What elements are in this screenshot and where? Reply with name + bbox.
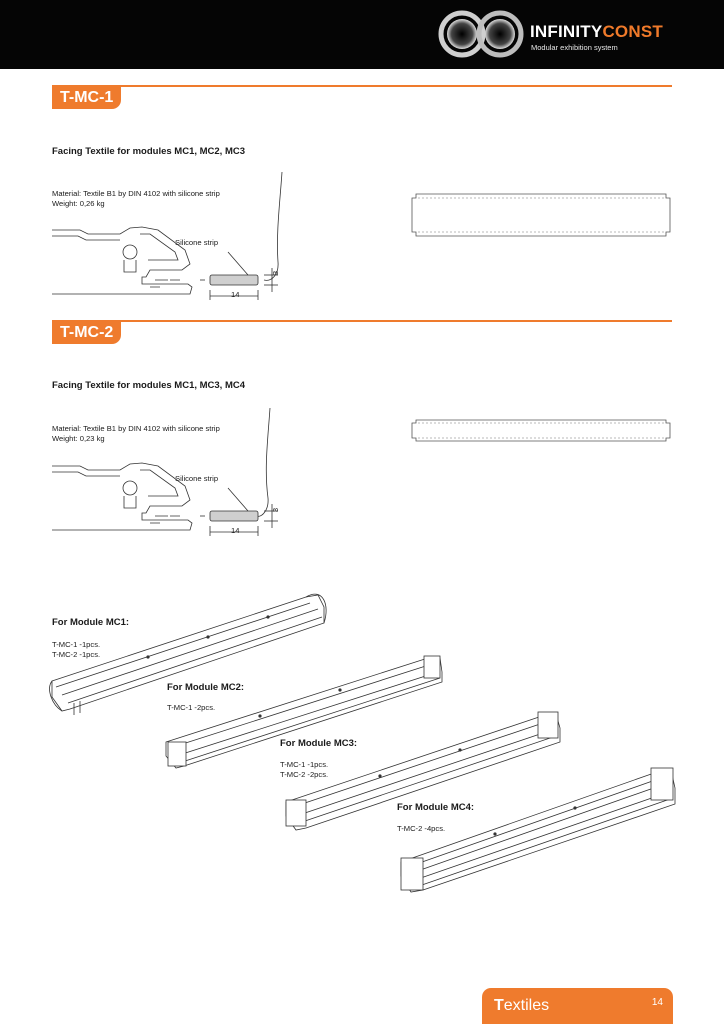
- page-number: 14: [651, 997, 663, 1008]
- section-2-material: Material: Textile B1 by DIN 4102 with silicone strip: [52, 424, 220, 433]
- module-mc2-part-1: T-MC-1 -2pcs.: [167, 703, 216, 712]
- section-1-profile-drawing: [50, 172, 290, 302]
- brand-part-2: CONST: [602, 22, 663, 41]
- section-1-rule: [52, 85, 672, 87]
- section-2-dim-height: 3: [271, 507, 281, 513]
- footer-label-initial: T: [494, 997, 504, 1014]
- module-mc2-parts: [167, 703, 215, 713]
- section-1-tab: T-MC-1: [52, 87, 121, 109]
- module-mc1-title: For Module MC1:: [52, 617, 130, 628]
- section-1-material: Material: Textile B1 by DIN 4102 with silicone strip: [52, 189, 220, 198]
- section-1-textile-outline: [410, 192, 672, 238]
- footer-section-label: [494, 997, 549, 1015]
- infinity-logo-icon: [438, 10, 524, 58]
- module-mc1-parts: [52, 640, 100, 660]
- section-2-dim-width: 14: [231, 526, 240, 535]
- section-2-title: Facing Textile for modules MC1, MC3, MC4: [52, 380, 246, 391]
- module-mc3-part-1: T-MC-1 -1pcs.: [280, 760, 329, 769]
- module-mc4-parts: [397, 824, 445, 834]
- module-mc3-part-2: T-MC-2 -2pcs.: [280, 770, 329, 779]
- module-mc2-title: For Module MC2:: [167, 682, 245, 693]
- section-1-callout: Silicone strip: [175, 238, 219, 247]
- section-2-textile-outline: [410, 418, 672, 444]
- brand-name: [530, 22, 663, 42]
- brand-tagline: Modular exhibition system: [531, 43, 618, 52]
- module-mc1-part-1: T-MC-1 -1pcs.: [52, 640, 101, 649]
- section-2-callout: Silicone strip: [175, 474, 219, 483]
- section-1-title: Facing Textile for modules MC1, MC2, MC3: [52, 146, 246, 157]
- module-mc3-title: For Module MC3:: [280, 738, 358, 749]
- section-2-weight: Weight: 0,23 kg: [52, 434, 105, 443]
- footer-label-rest: extiles: [503, 997, 550, 1014]
- section-2-tab: T-MC-2: [52, 322, 121, 344]
- section-1-weight: Weight: 0,26 kg: [52, 199, 105, 208]
- brand-part-1: INFINITY: [530, 22, 603, 41]
- section-2-rule: [52, 320, 672, 322]
- page-header: [0, 0, 724, 69]
- section-1-dim-width: 14: [231, 290, 240, 299]
- module-mc1-part-2: T-MC-2 -1pcs.: [52, 650, 101, 659]
- module-mc4-part-1: T-MC-2 -4pcs.: [397, 824, 446, 833]
- module-mc3-parts: [280, 760, 328, 780]
- footer-tab: [482, 988, 673, 1024]
- section-1-dim-height: 3: [271, 270, 281, 276]
- module-mc4-title: For Module MC4:: [397, 802, 475, 813]
- section-2-profile-drawing: [50, 408, 290, 538]
